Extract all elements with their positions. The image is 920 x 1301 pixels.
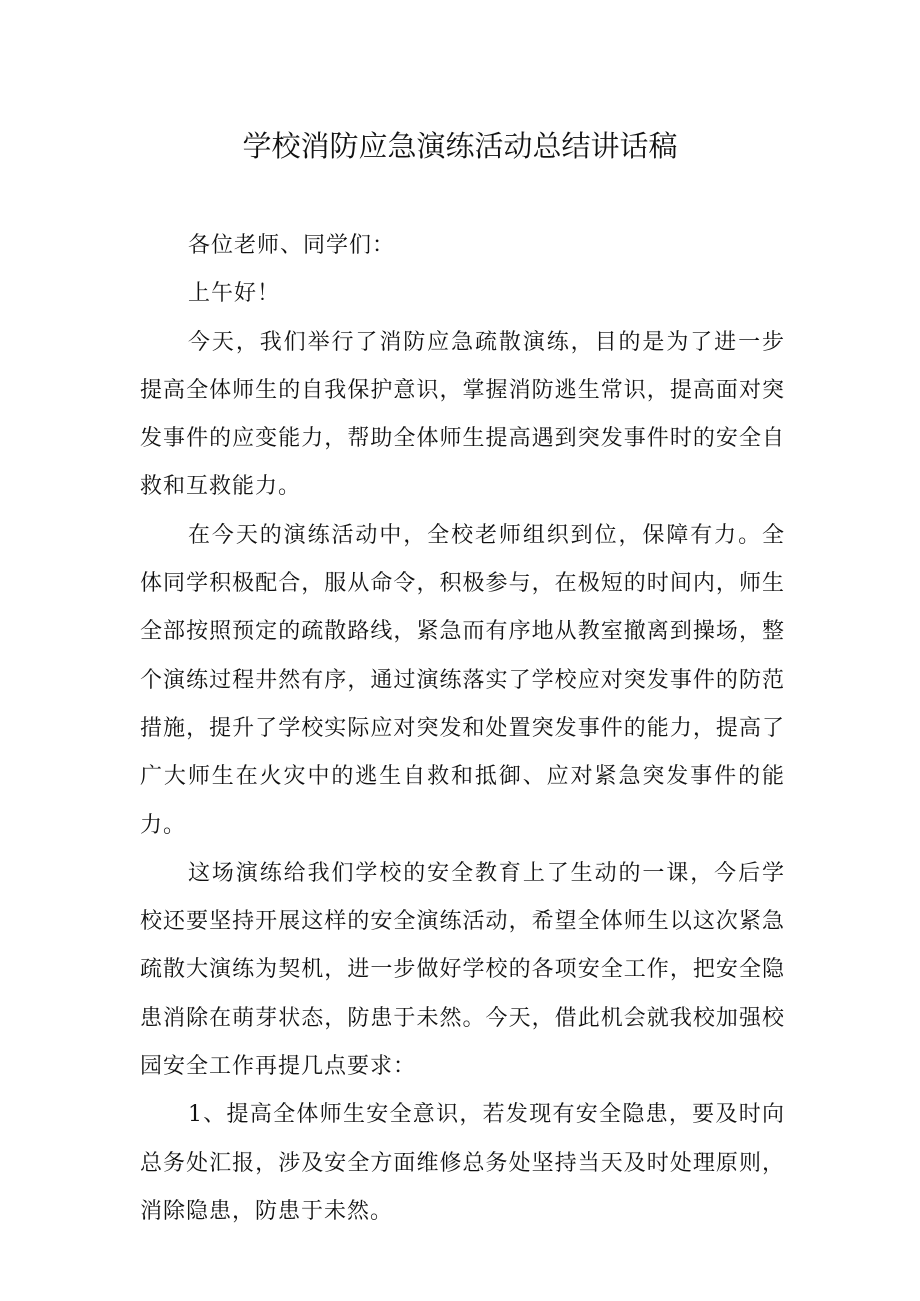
document-title: 学校消防应急演练活动总结讲话稿 [242, 129, 678, 163]
body-paragraph: 在今天的演练活动中，全校老师组织到位，保障有力。全体同学积极配合，服从命令，积极参与，在极短的时间内，师生全部按照预定的疏散路线，紧急而有序地从教室撤离到操场，整个演练过程井然有序，通过演练落实了学校应对突发事件的防范措施，提升了学校实际应对突发和处置突发事件的能力，提高了广大师生在火灾中的逃生自救和抵御、应对紧急突发事件的能力。 [140, 522, 785, 838]
salutation: 各位老师、同学们： [188, 233, 396, 258]
requirement-item: 1、提高全体师生安全意识，若发现有安全隐患，要及时向总务处汇报，涉及安全方面维修总务处坚持当天及时处理原则，消除隐患，防患于未然。 [140, 1102, 785, 1224]
greeting: 上午好！ [188, 281, 281, 307]
document-body [140, 222, 785, 1236]
body-paragraph: 这场演练给我们学校的安全教育上了生动的一课，今后学校还要坚持开展这样的安全演练活动，希望全体师生以这次紧急疏散大演练为契机，进一步做好学校的各项安全工作，把安全隐患消除在萌芽状态，防患于未然。今天，借此机会就我校加强校园安全工作再提几点要求： [140, 860, 785, 1080]
body-paragraph: 今天，我们举行了消防应急疏散演练，目的是为了进一步提高全体师生的自我保护意识，掌握消防逃生常识，提高面对突发事件的应变能力，帮助全体师生提高遇到突发事件时的安全自救和互救能力。 [140, 329, 785, 500]
